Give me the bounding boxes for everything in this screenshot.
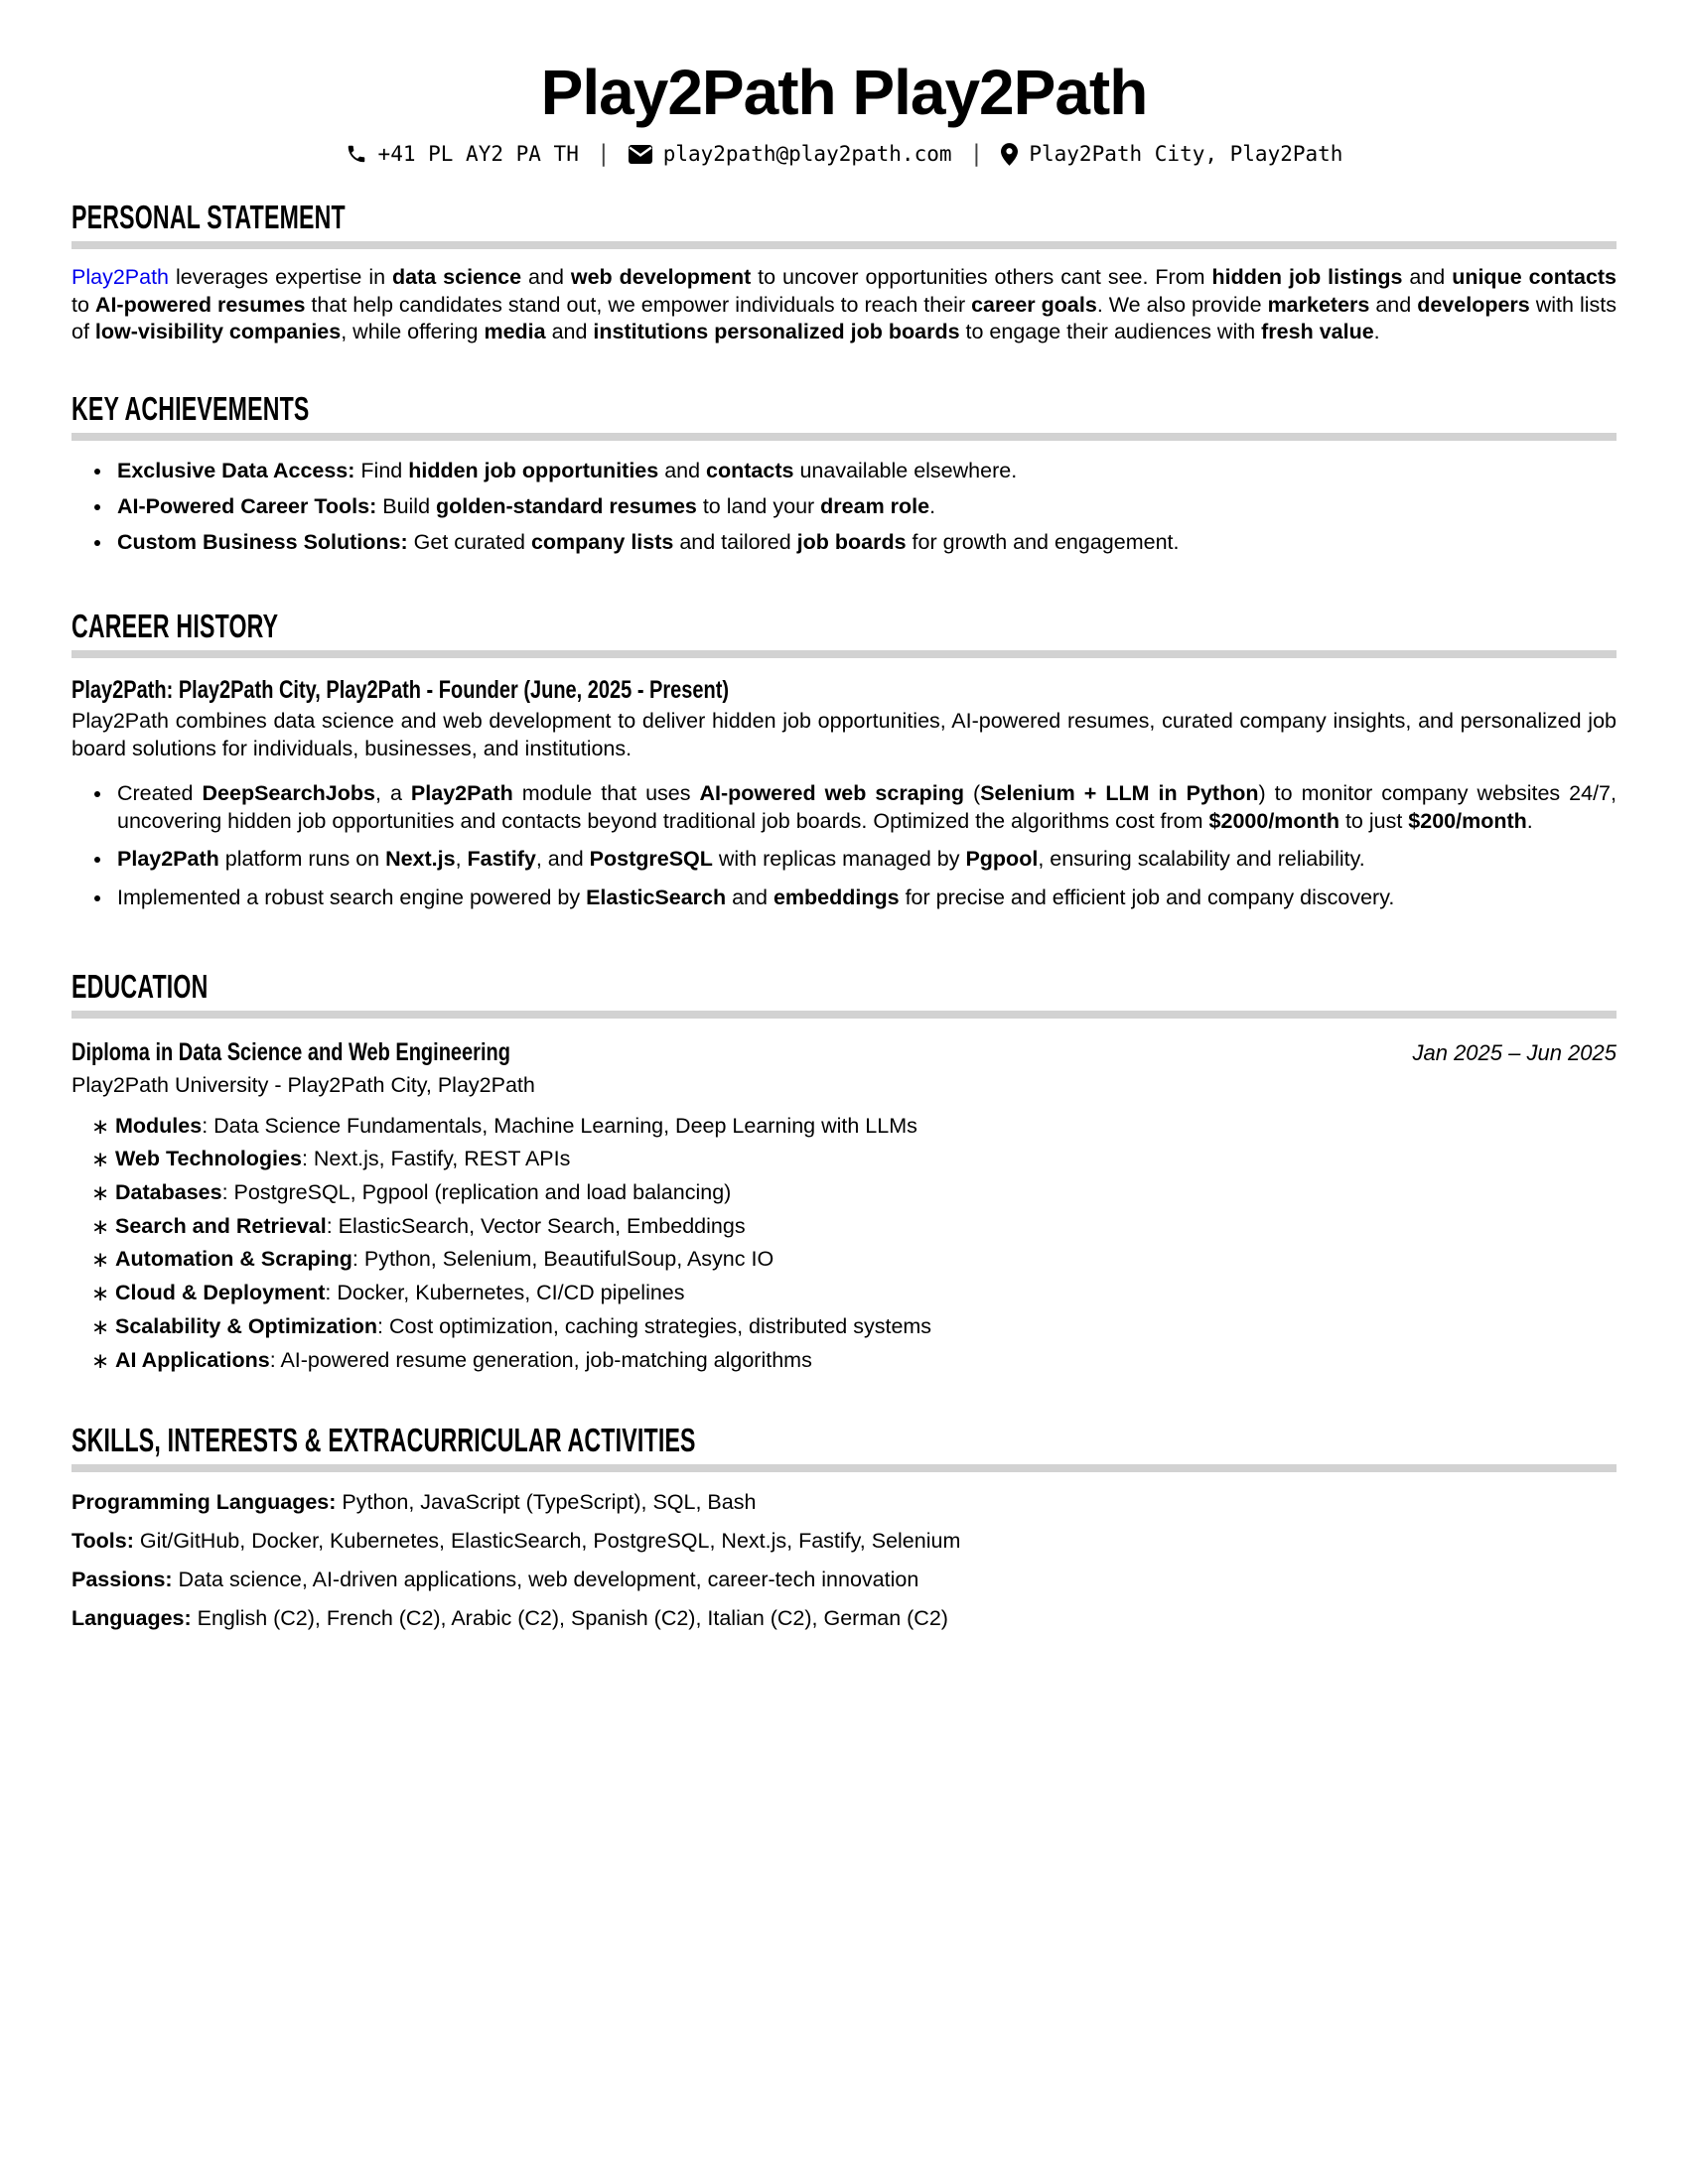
star-marker: ∗	[91, 1282, 110, 1306]
skills-line: Tools: Git/GitHub, Docker, Kubernetes, ElasticSearch, PostgreSQL, Next.js, Fastify, Selenium	[71, 1529, 961, 1554]
list-item: ∗ Databases: PostgreSQL, Pgpool (replication and load balancing)	[71, 1179, 1617, 1207]
section-heading: CAREER HISTORY	[71, 608, 279, 645]
skills-block	[71, 1489, 1617, 1632]
section-divider	[71, 650, 1617, 658]
contact-email-text: play2path@play2path.com	[662, 142, 952, 166]
contact-phone	[346, 142, 579, 166]
list-item: AI-Powered Career Tools: Build golden-standard resumes to land your dream role.	[71, 493, 1617, 521]
section-heading: EDUCATION	[71, 967, 209, 1005]
star-marker: ∗	[91, 1314, 110, 1339]
job-bullets-list	[71, 780, 1617, 912]
contact-location-text: Play2Path City, Play2Path	[1029, 142, 1343, 166]
contact-row	[71, 141, 1617, 167]
list-item: ∗ Web Technologies: Next.js, Fastify, REST APIs	[71, 1146, 1617, 1173]
education-entry-header	[71, 1038, 1617, 1067]
star-marker: ∗	[91, 1214, 110, 1239]
list-item: Implemented a robust search engine powered by ElasticSearch and embeddings for precise and efficient job and company discovery.	[71, 885, 1617, 912]
list-item: ∗ Automation & Scraping: Python, Selenium, BeautifulSoup, Async IO	[71, 1246, 1617, 1274]
section-key-achievements	[71, 390, 1617, 556]
section-education	[71, 968, 1617, 1375]
section-divider	[71, 241, 1617, 249]
list-item: Play2Path platform runs on Next.js, Fastify, and PostgreSQL with replicas managed by Pgpool, ensuring scalability and reliability.	[71, 846, 1617, 874]
list-item: Created DeepSearchJobs, a Play2Path module that uses AI-powered web scraping (Selenium + LLM in Python) to monitor company websites 24/7, uncovering hidden job opportunities and contacts beyond traditional job boards. Optimized the algorithms cost from $2000/month to just $200/month.	[71, 780, 1617, 835]
skills-line: Programming Languages: Python, JavaScript (TypeScript), SQL, Bash	[71, 1490, 757, 1515]
contact-phone-text: +41 PL AY2 PA TH	[377, 142, 579, 166]
envelope-icon	[629, 145, 652, 164]
list-item: ∗ Modules: Data Science Fundamentals, Machine Learning, Deep Learning with LLMs	[71, 1113, 1617, 1141]
section-heading: KEY ACHIEVEMENTS	[71, 390, 310, 428]
section-heading: SKILLS, INTERESTS & EXTRACURRICULAR ACTIVITIES	[71, 1422, 696, 1459]
personal-statement-text: Play2Path leverages expertise in data science and web development to uncover opportunities others cant see. From hidden job listings and unique contacts to AI-powered resumes that help candidates stand out, we empower individuals to reach their career goals. We also provide marketers and developers with lists of low-visibility companies, while offering media and institutions personalized job boards to engage their audiences with fresh value.	[71, 265, 1618, 344]
separator: |	[969, 141, 984, 167]
education-list	[71, 1113, 1617, 1375]
achievements-list	[71, 458, 1617, 556]
star-marker: ∗	[91, 1148, 110, 1172]
separator: |	[596, 141, 611, 167]
skills-line: Languages: English (C2), French (C2), Arabic (C2), Spanish (C2), Italian (C2), German (C2)	[71, 1605, 948, 1630]
school-name: Play2Path University - Play2Path City, Play2Path	[71, 1072, 535, 1097]
star-marker: ∗	[91, 1348, 110, 1373]
section-heading: PERSONAL STATEMENT	[71, 199, 346, 235]
list-item: ∗ Search and Retrieval: ElasticSearch, Vector Search, Embeddings	[71, 1213, 1617, 1241]
list-item: Custom Business Solutions: Get curated company lists and tailored job boards for growth and engagement.	[71, 529, 1617, 557]
star-marker: ∗	[91, 1248, 110, 1273]
job-summary: Play2Path combines data science and web development to deliver hidden job opportunities, AI-powered resumes, curated company insights, and personalized job board solutions for individuals, businesses, and institutions.	[71, 709, 1617, 761]
list-item: ∗ Scalability & Optimization: Cost optimization, caching strategies, distributed systems	[71, 1313, 1617, 1341]
degree-dates: Jan 2025 – Jun 2025	[1412, 1039, 1617, 1065]
degree-title: Diploma in Data Science and Web Engineering	[71, 1037, 510, 1066]
inline-link[interactable]: Play2Path	[71, 265, 170, 289]
contact-location	[1001, 142, 1342, 166]
job-title: Play2Path: Play2Path City, Play2Path - Founder (June, 2025 - Present)	[71, 676, 730, 705]
list-item: ∗ Cloud & Deployment: Docker, Kubernetes, CI/CD pipelines	[71, 1280, 1617, 1307]
star-marker: ∗	[91, 1181, 110, 1206]
skills-line: Passions: Data science, AI-driven applications, web development, career-tech innovation	[71, 1567, 919, 1591]
page-title: Play2Path Play2Path	[540, 57, 1148, 128]
section-personal-statement	[71, 199, 1617, 346]
section-skills	[71, 1422, 1617, 1632]
star-marker: ∗	[91, 1114, 110, 1139]
location-pin-icon	[1001, 143, 1018, 166]
phone-icon	[346, 143, 367, 165]
section-career-history	[71, 608, 1617, 911]
contact-email	[629, 142, 952, 166]
section-divider	[71, 1011, 1617, 1019]
list-item: ∗ AI Applications: AI-powered resume generation, job-matching algorithms	[71, 1347, 1617, 1375]
list-item: Exclusive Data Access: Find hidden job opportunities and contacts unavailable elsewhere.	[71, 458, 1617, 485]
section-divider	[71, 1464, 1617, 1472]
section-divider	[71, 433, 1617, 441]
